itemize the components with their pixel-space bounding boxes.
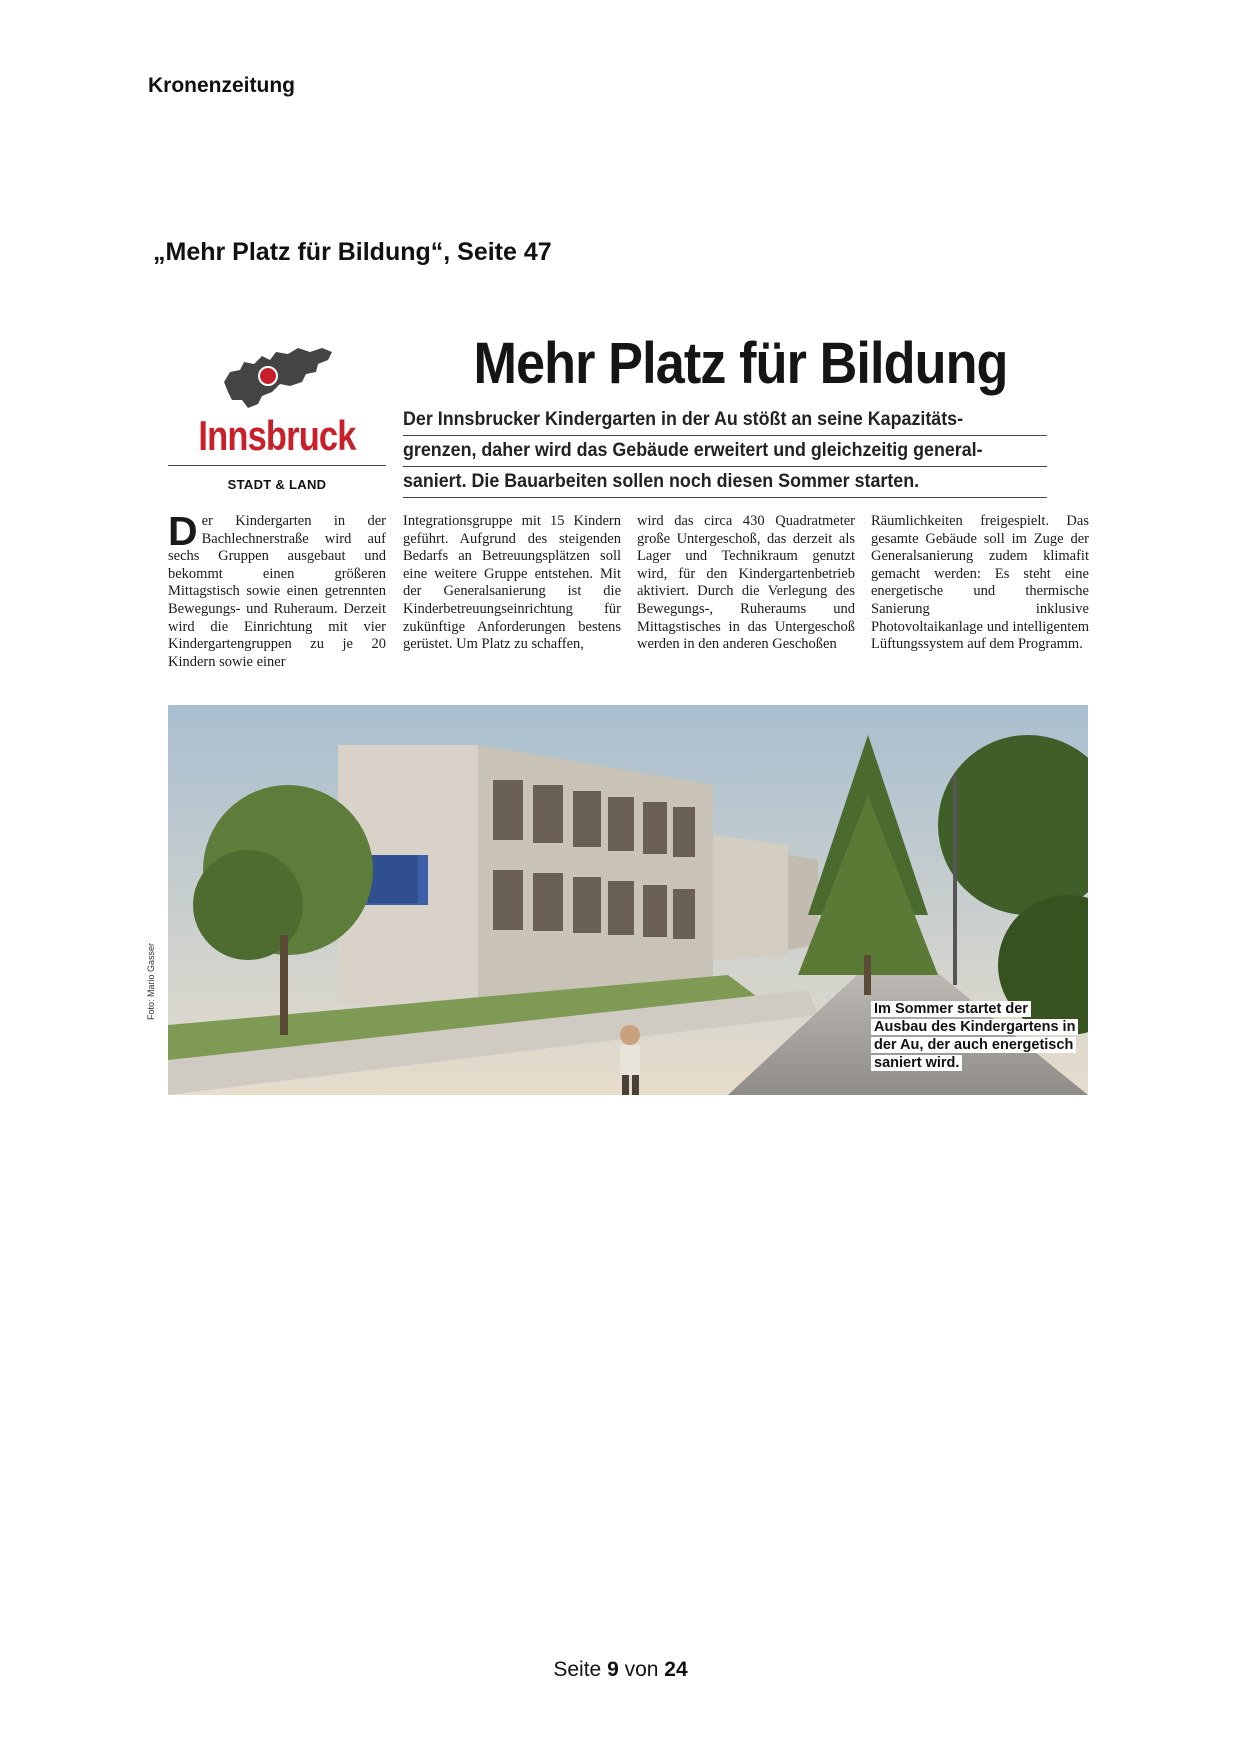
drop-cap: D: [168, 508, 198, 554]
current-page-number: 9: [607, 1658, 619, 1681]
lead-line: saniert. Die Bauarbeiten sollen noch diesen Sommer starten.: [403, 467, 1047, 498]
tyrol-map-icon: [218, 342, 338, 412]
document-source: Kronenzeitung: [148, 74, 295, 97]
body-column-1: [168, 508, 386, 671]
page-footer: [0, 1658, 1241, 1682]
newspaper-clipping: [146, 330, 1089, 1095]
body-column-2: Integrationsgruppe mit 15 Kindern geführt. Aufgrund des steigenden Bedarfs an Betreuungsplätzen soll eine weitere Gruppe entstehen. Mit der Generalsanierung ist die Kinderbetreuungseinrichtung für zukünftige Anforderungen bestens gerüstet. Um Platz zu schaffen,: [403, 513, 621, 653]
footer-prefix: Seite: [553, 1658, 602, 1681]
article-lead: [403, 405, 1088, 498]
photo-caption: [871, 1000, 1076, 1072]
body-column-3: wird das circa 430 Quadratmeter große Untergeschoß, das derzeit als Lager und Technikraum genutzt wird, für den Kindergartenbetrieb aktiviert. Durch die Verlegung des Bewegungs-, Ruheraums und Mittagstisches in das Untergeschoß werden in den anderen Geschoßen: [637, 513, 855, 653]
masthead: [168, 330, 386, 500]
lead-line: Der Innsbrucker Kindergarten in der Au stößt an seine Kapazitäts-: [403, 405, 1047, 436]
total-page-count: 24: [664, 1658, 688, 1681]
caption-text: Im Sommer startet der Ausbau des Kindergartens in der Au, der auch energetisch saniert wird.: [871, 1001, 1078, 1071]
lead-line: grenzen, daher wird das Gebäude erweitert und gleichzeitig general-: [403, 436, 1047, 467]
section-label: STADT & LAND: [227, 477, 327, 492]
article-body: [168, 508, 1089, 693]
body-column-4: Räumlichkeiten freigespielt. Das gesamte Gebäude soll im Zuge der Generalsanierung zudem klimafit gemacht werden: Es steht eine energetische und thermische Sanierung inklusive Photovoltaikanlage und intelligentem Lüftungssystem auf dem Programm.: [871, 513, 1089, 653]
page-heading: „Mehr Platz für Bildung“, Seite 47: [153, 238, 552, 266]
footer-middle: von: [624, 1658, 659, 1681]
article-headline: Mehr Platz für Bildung: [473, 331, 1008, 396]
masthead-divider: [168, 465, 386, 466]
photo-credit: Foto: Mario Gasser: [146, 942, 156, 1020]
region-name: Innsbruck: [198, 412, 356, 459]
body-text: er Kindergarten in der Bachlechnerstraße wird auf sechs Gruppen ausgebaut und bekommt einen größeren Mittagstisch sowie einen getrennten Bewegungs- und Ruheraum. Derzeit wird die Einrichtung mit vier Kindergartengruppen zu je 20 Kindern sowie einer: [168, 513, 386, 670]
